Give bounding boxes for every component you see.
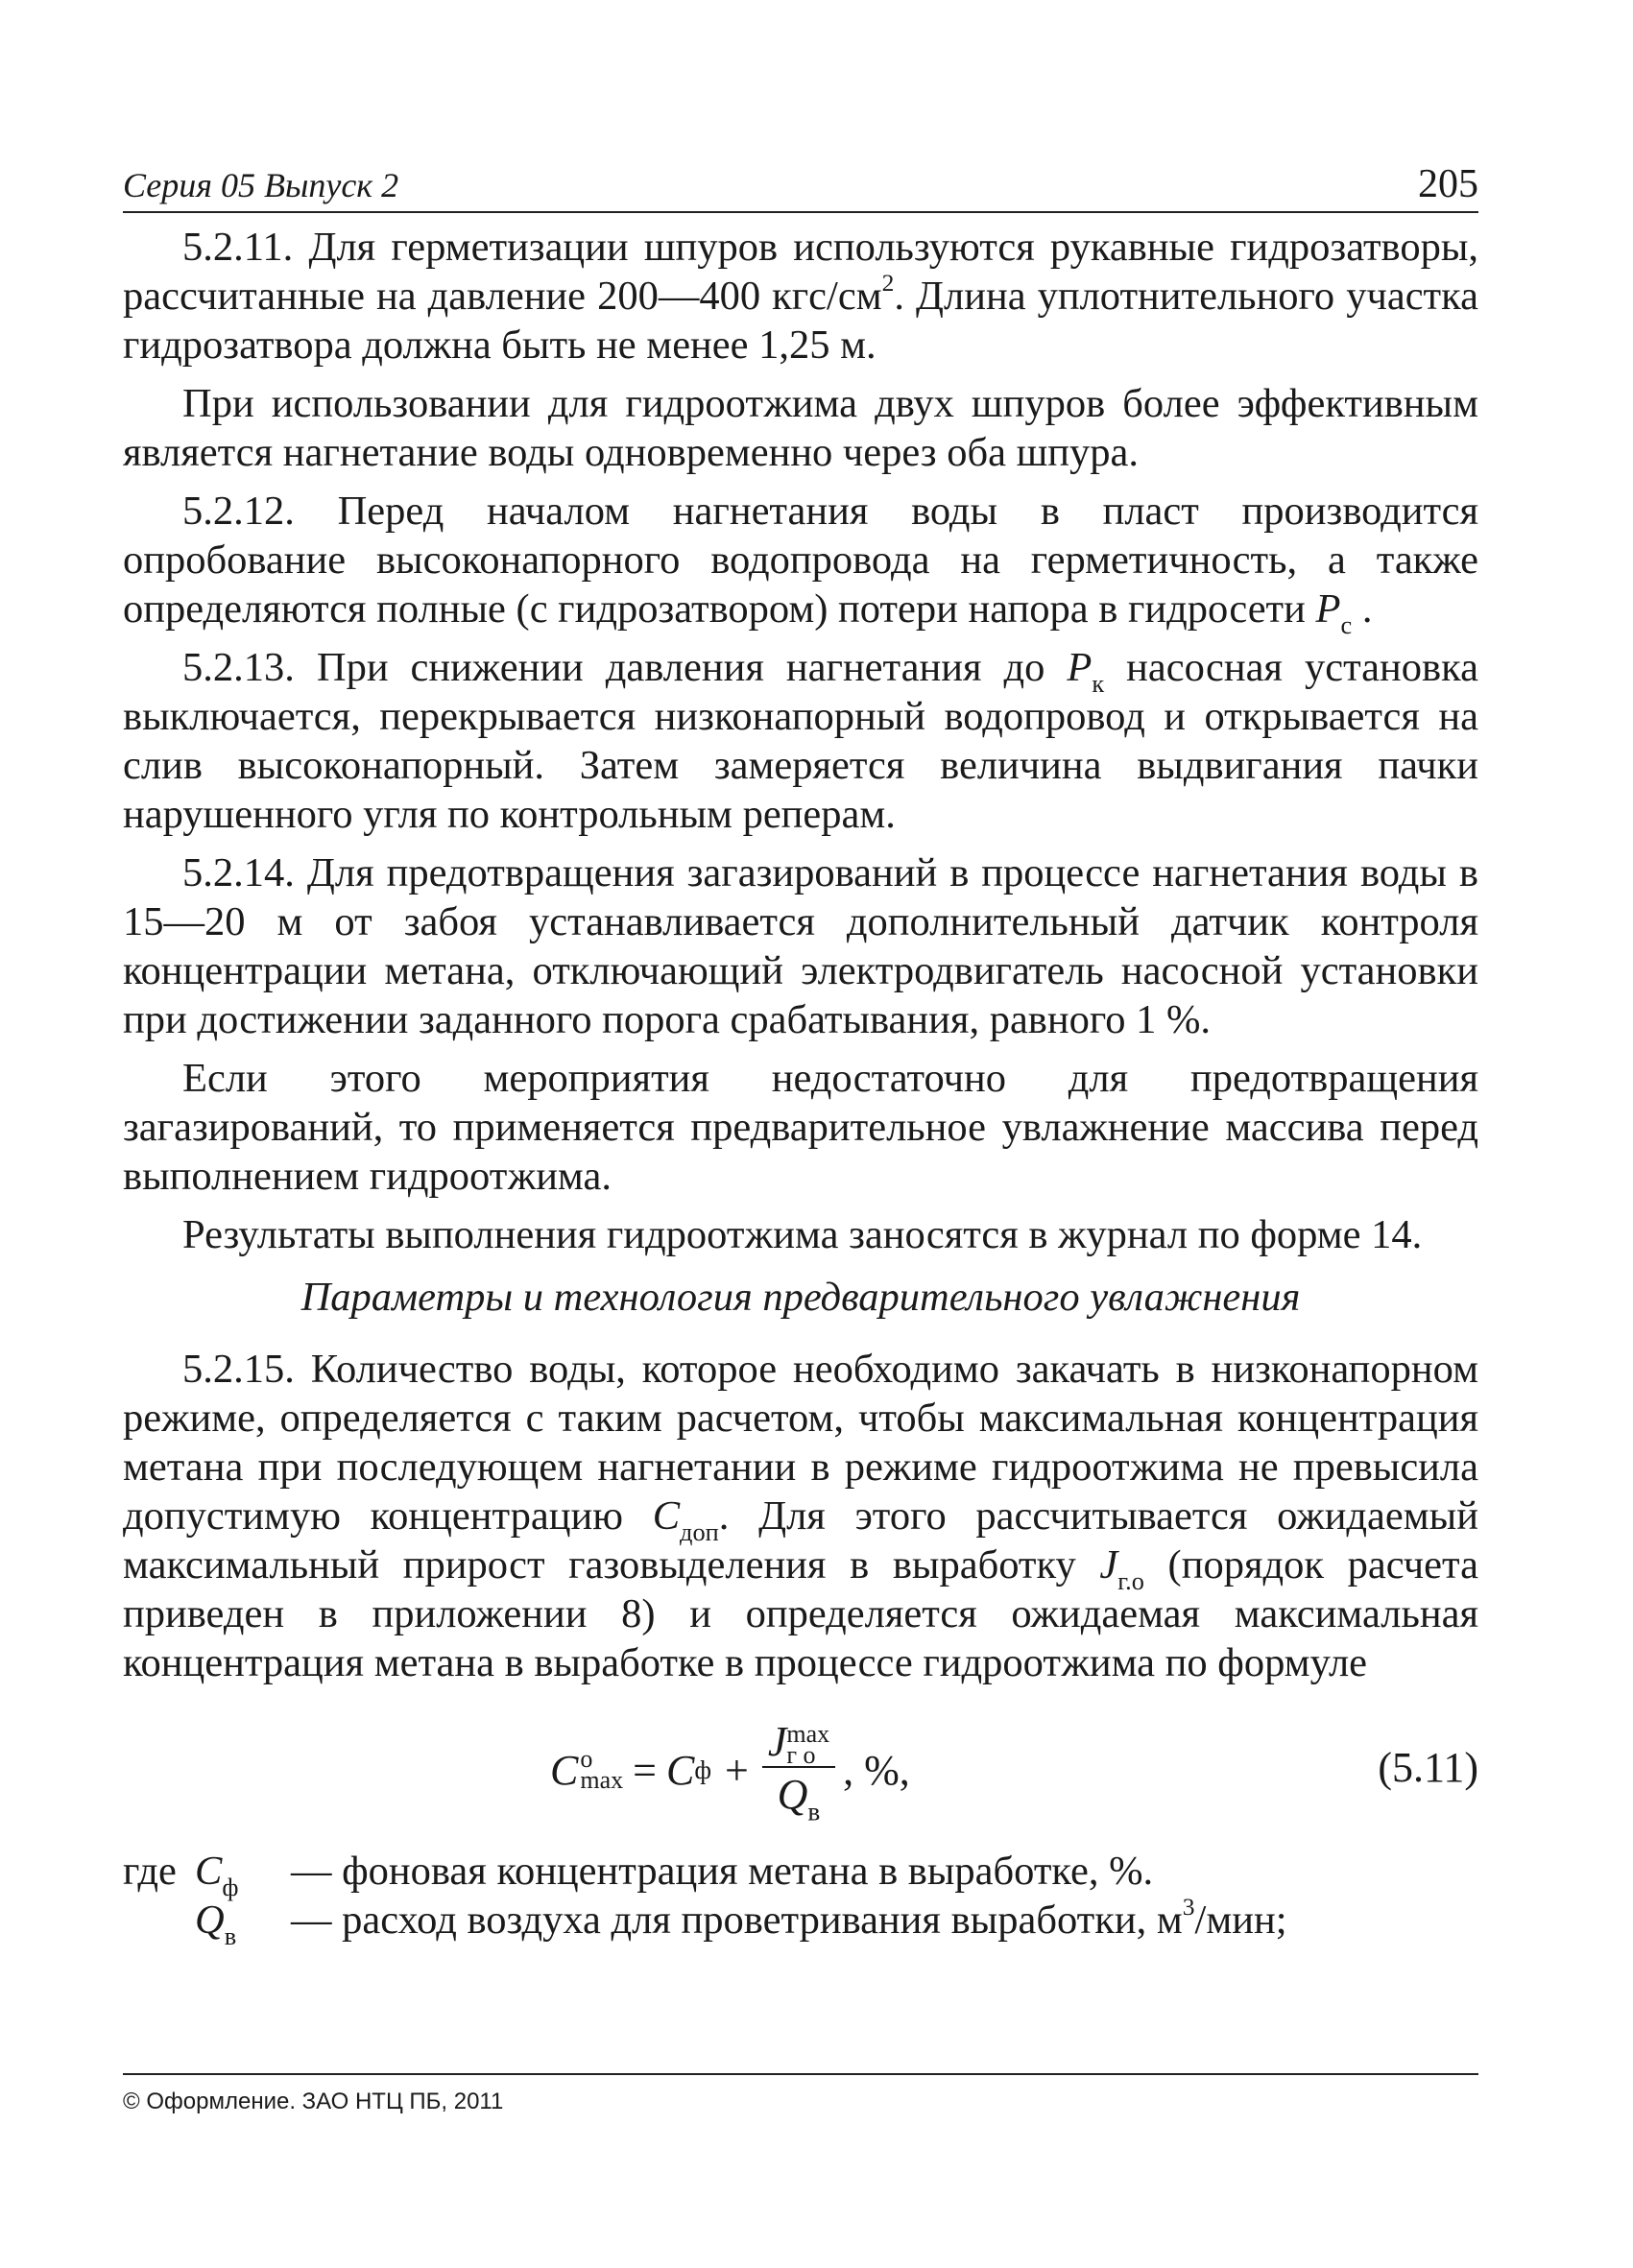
page-header (123, 154, 1478, 213)
paragraph-two-holes: При использовании для гидроотжима двух шпуров более эффективным является нагнетание воды одновременно через оба шпура. (123, 381, 1478, 475)
definition-row: $Q_в$ — расход воздуха для проветривания выработки, $м^3$/мин; (195, 1892, 1287, 1950)
section-subheading: Параметры и технология предварительного увлажнения (300, 1275, 1301, 1320)
formula-fraction: J max г о $Q_в$ (762, 1718, 835, 1823)
page-body (123, 223, 1478, 1950)
paragraph-5-2-13: 5.2.13. При снижении давления нагнетания до $P_к$ насосная установка выключается, перекрывается низконапорный водопровод и открывается на слив высоконапорный. Затем замеряется величина выдвигания пачки нарушенного угля по контрольным реперам. (123, 645, 1478, 837)
page-footer (123, 2073, 1478, 2115)
paragraph-pre-humidify: Если этого мероприятия недостаточно для предотвращения загазирований, то применяется предварительное увлажнение массива перед выполнением гидроотжима. (123, 1056, 1478, 1199)
variable-definitions (123, 1847, 1478, 1950)
series-label: Серия 05 Выпуск 2 (123, 166, 399, 204)
paragraph-journal: Результаты выполнения гидроотжима заносятся в журнал по форме 14. (182, 1212, 1423, 1257)
paragraph-5-2-12: 5.2.12. Перед началом нагнетания воды в пласт производится опробование высоконапорного водопровода на герметичность, а также определяются полные (с гидрозатвором) потери напора в гидросети $P_с$ . (123, 489, 1478, 639)
formula-5-11 (123, 1703, 1478, 1837)
page-number: 205 (1418, 162, 1478, 206)
definition-row: где $C_ф$ — фоновая концентрация метана в выработке, %. (123, 1849, 1154, 1901)
paragraph-5-2-11: 5.2.11. Для герметизации шпуров используются рукавные гидрозатворы, рассчитанные на давление 200—400 кгс/$см^2$. Длина уплотнительного участка гидрозатвора должна быть не менее 1,25 м. (123, 225, 1478, 368)
copyright-notice: © Оформление. ЗАО НТЦ ПБ, 2011 (123, 2089, 504, 2114)
paragraph-5-2-14: 5.2.14. Для предотвращения загазирований в процессе нагнетания воды в 15—20 м от забоя устанавливается дополнительный датчик контроля концентрации метана, отключающий электродвигатель насосной установки при достижении заданного порога срабатывания, равного 1 %. (123, 850, 1478, 1042)
formula-expression: C o max = C ф + J max г о $Q_в$ , %, (550, 1717, 910, 1826)
equation-number: (5.11) (1378, 1744, 1478, 1791)
paragraph-5-2-15: 5.2.15. Количество воды, которое необходимо закачать в низконапорном режиме, определяется с таким расчетом, чтобы максимальная концентрация метана при последующем нагнетании в режиме гидроотжима не превысила допустимую концентрацию $C_{доп}$. Для этого рассчитывается ожидаемый максимальный прирост газовыделения в выработку $J_{г.о}$ (порядок расчета приведен в приложении 8) и определяется ожидаемая максимальная концентрация метана в выработке в процессе гидроотжима по формуле (123, 1347, 1478, 1685)
